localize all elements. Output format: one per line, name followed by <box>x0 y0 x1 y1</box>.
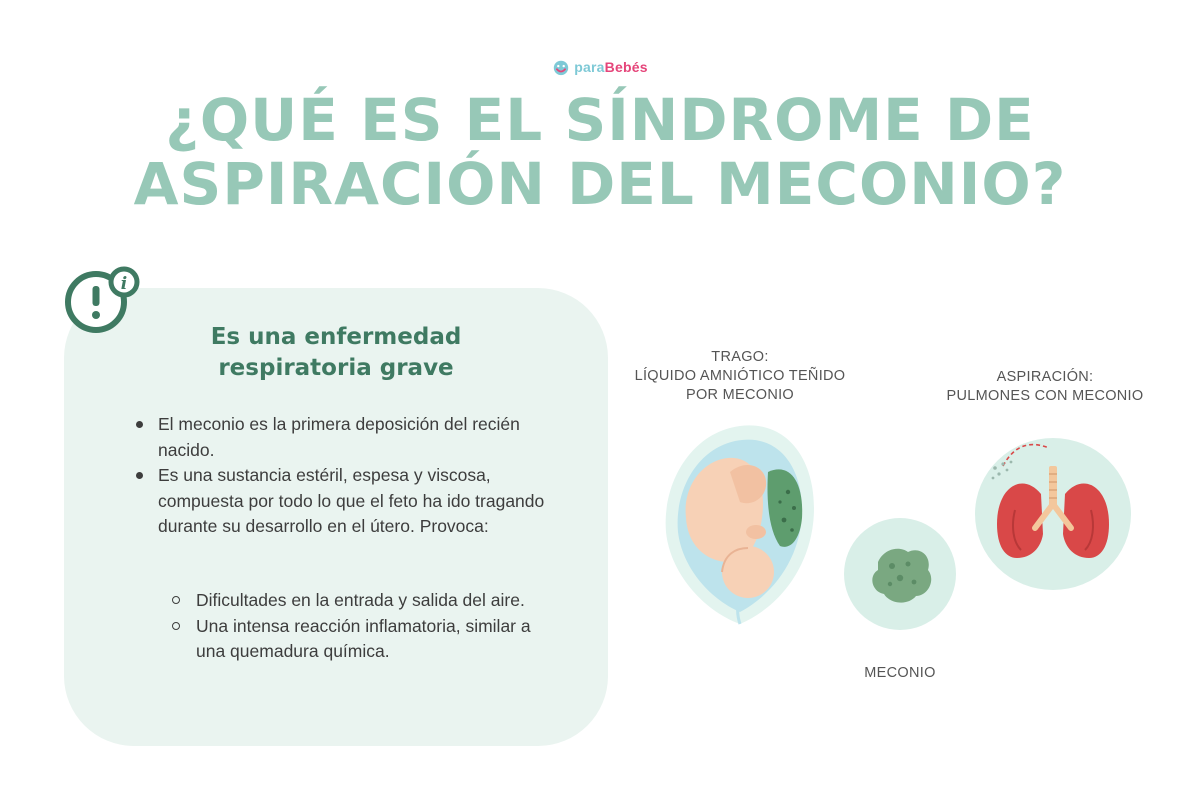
brand-logo <box>0 58 1200 76</box>
smiley-logo-icon <box>552 58 570 76</box>
title-line-2: ASPIRACIÓN DEL MECONIO? <box>133 150 1067 218</box>
list-item: Es una sustancia estéril, espesa y viscosa, compuesta por todo lo que el feto ha ido tragando durante su desarrollo en el útero. Provoca: <box>158 463 558 540</box>
svg-text:i: i <box>120 274 128 294</box>
lungs-icon <box>975 438 1131 590</box>
logo-text: paraBebés <box>574 59 648 75</box>
meconium-blob-icon <box>844 518 956 630</box>
meconio-label: MECONIO <box>864 665 936 681</box>
card-heading: Es una enfermedad respiratoria grave <box>210 324 462 381</box>
bullet-list <box>158 412 558 540</box>
aspiracion-label: ASPIRACIÓN: PULMONES CON MECONIO <box>946 369 1144 404</box>
list-item: Una intensa reacción inflamatoria, similar a una quemadura química. <box>196 614 556 665</box>
sub-bullet-list <box>196 588 556 665</box>
page-title <box>0 88 1200 216</box>
list-item: Dificultades en la entrada y salida del aire. <box>196 588 556 614</box>
fetus-in-womb-icon <box>662 422 818 628</box>
trago-label: TRAGO: LÍQUIDO AMNIÓTICO TEÑIDO POR MECONIO <box>634 349 846 403</box>
list-item: El meconio es la primera deposición del recién nacido. <box>158 412 558 463</box>
title-line-1: ¿QUÉ ES EL SÍNDROME DE <box>165 86 1035 154</box>
